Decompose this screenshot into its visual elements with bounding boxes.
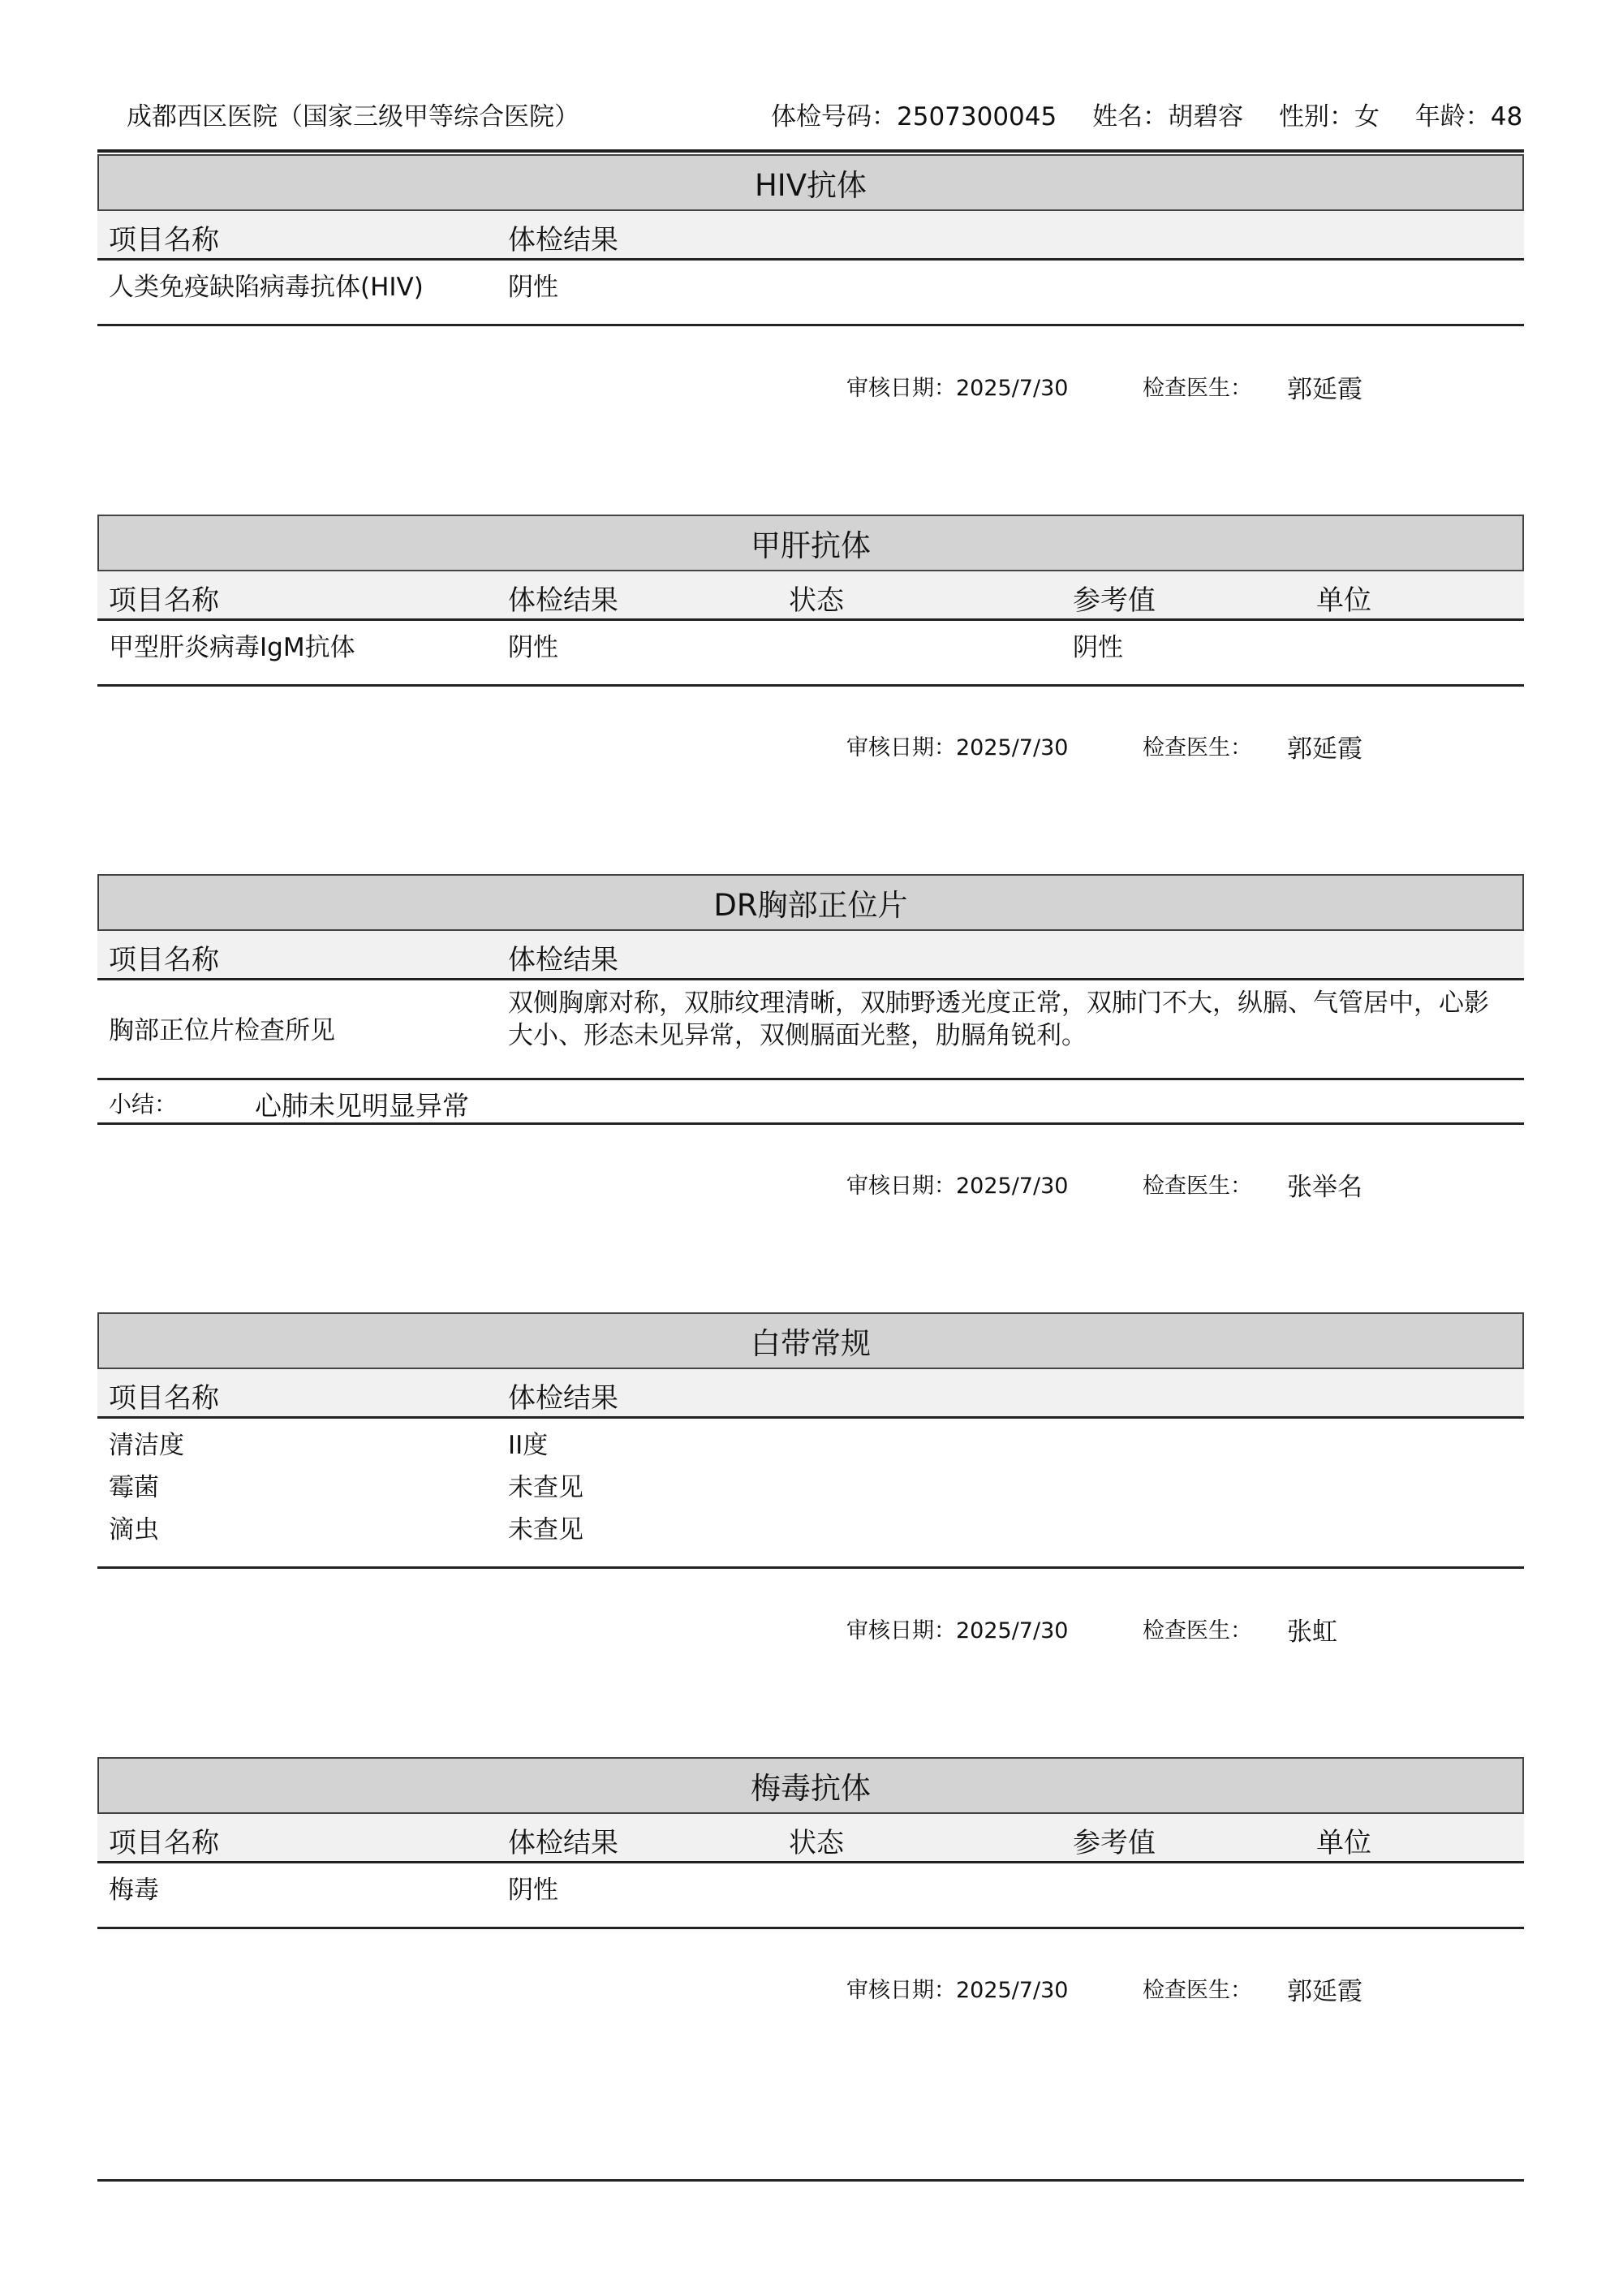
doctor-label: 检查医生： [1143, 376, 1252, 401]
section-hiv [97, 154, 1524, 303]
section-end-rule [97, 1122, 1524, 1125]
table-row [97, 1503, 1524, 1545]
header-rule [97, 149, 1524, 153]
section-dr [97, 874, 1524, 1122]
col-item-name: 项目名称 [109, 584, 219, 617]
row-item: 清洁度 [109, 1431, 184, 1460]
row-item: 甲型肝炎病毒IgM抗体 [109, 633, 355, 662]
doctor-name: 郭延霞 [1287, 734, 1363, 764]
col-item-name: 项目名称 [109, 224, 219, 256]
column-header [97, 931, 1524, 980]
row-result: 双侧胸廓对称，双肺纹理清晰，双肺野透光度正常，双肺门不大，纵膈、气管居中，心影大小、形态未见异常，双侧膈面光整，肋膈角锐利。 [508, 989, 1489, 1050]
section-title: 甲肝抗体 [97, 515, 1524, 571]
col-result: 体检结果 [508, 1827, 618, 1859]
section-end-rule [97, 684, 1524, 687]
section-title: 白带常规 [97, 1312, 1524, 1369]
exam-number: 体检号码：2507300045 [771, 102, 1057, 131]
col-status: 状态 [789, 584, 844, 617]
doctor-label: 检查医生： [1143, 1174, 1252, 1199]
row-item: 人类免疫缺陷病毒抗体(HIV) [109, 273, 424, 302]
table-row [97, 1461, 1524, 1503]
column-header [97, 1814, 1524, 1863]
row-result: 未查见 [508, 1515, 583, 1544]
row-result: II度 [508, 1431, 549, 1460]
col-status: 状态 [789, 1827, 844, 1859]
summary-label: 小结： [109, 1091, 178, 1118]
patient-gender: 性别：女 [1278, 102, 1380, 131]
patient-info [771, 96, 1522, 132]
col-result: 体检结果 [508, 584, 618, 617]
doctor-name: 郭延霞 [1287, 1977, 1363, 2006]
hospital-name: 成都西区医院（国家三级甲等综合医院） [127, 102, 579, 131]
row-item: 胸部正位片检查所见 [109, 1016, 335, 1045]
section-leucorrhea [97, 1312, 1524, 1545]
col-item-name: 项目名称 [109, 1827, 219, 1859]
doctor-label: 检查医生： [1143, 1978, 1252, 2003]
review-date: 审核日期：2025/7/30 [846, 1618, 1069, 1643]
table-row [97, 1419, 1524, 1461]
review-date: 审核日期：2025/7/30 [846, 376, 1069, 401]
patient-name: 姓名：胡碧容 [1092, 102, 1244, 131]
row-result: 阴性 [508, 273, 558, 302]
review-date: 审核日期：2025/7/30 [846, 1978, 1069, 2003]
section-syphilis [97, 1757, 1524, 1906]
col-reference: 参考值 [1073, 584, 1156, 617]
section-end-rule [97, 324, 1524, 326]
row-item: 霉菌 [109, 1473, 159, 1502]
section-end-rule [97, 1566, 1524, 1569]
patient-age: 年龄：48 [1414, 102, 1523, 131]
row-item: 滴虫 [109, 1515, 159, 1544]
col-result: 体检结果 [508, 944, 618, 976]
row-reference: 阴性 [1073, 633, 1123, 662]
col-result: 体检结果 [508, 224, 618, 256]
page-bottom-rule [97, 2179, 1524, 2182]
column-header [97, 1369, 1524, 1419]
doctor-name: 郭延霞 [1287, 375, 1363, 404]
section-title: HIV抗体 [97, 154, 1524, 211]
table-row [97, 980, 1524, 1078]
table-row [97, 261, 1524, 303]
row-result: 阴性 [508, 633, 558, 662]
section-end-rule [97, 1927, 1524, 1929]
review-date: 审核日期：2025/7/30 [846, 735, 1069, 760]
section-hav [97, 515, 1524, 663]
column-header [97, 571, 1524, 621]
col-result: 体检结果 [508, 1382, 618, 1415]
row-item: 梅毒 [109, 1876, 159, 1905]
col-reference: 参考值 [1073, 1827, 1156, 1859]
section-title: 梅毒抗体 [97, 1757, 1524, 1814]
review-date: 审核日期：2025/7/30 [846, 1174, 1069, 1199]
summary-row [97, 1078, 1524, 1122]
col-item-name: 项目名称 [109, 944, 219, 976]
doctor-label: 检查医生： [1143, 1618, 1252, 1643]
column-header [97, 211, 1524, 261]
doctor-name: 张虹 [1287, 1618, 1337, 1647]
doctor-label: 检查医生： [1143, 735, 1252, 760]
col-unit: 单位 [1316, 1827, 1371, 1859]
section-title: DR胸部正位片 [97, 874, 1524, 931]
row-result: 阴性 [508, 1876, 558, 1905]
doctor-name: 张举名 [1287, 1173, 1363, 1202]
table-row [97, 1863, 1524, 1906]
col-item-name: 项目名称 [109, 1382, 219, 1415]
summary-text: 心肺未见明显异常 [255, 1090, 469, 1122]
col-unit: 单位 [1316, 584, 1371, 617]
table-row [97, 621, 1524, 663]
row-result: 未查见 [508, 1473, 583, 1502]
